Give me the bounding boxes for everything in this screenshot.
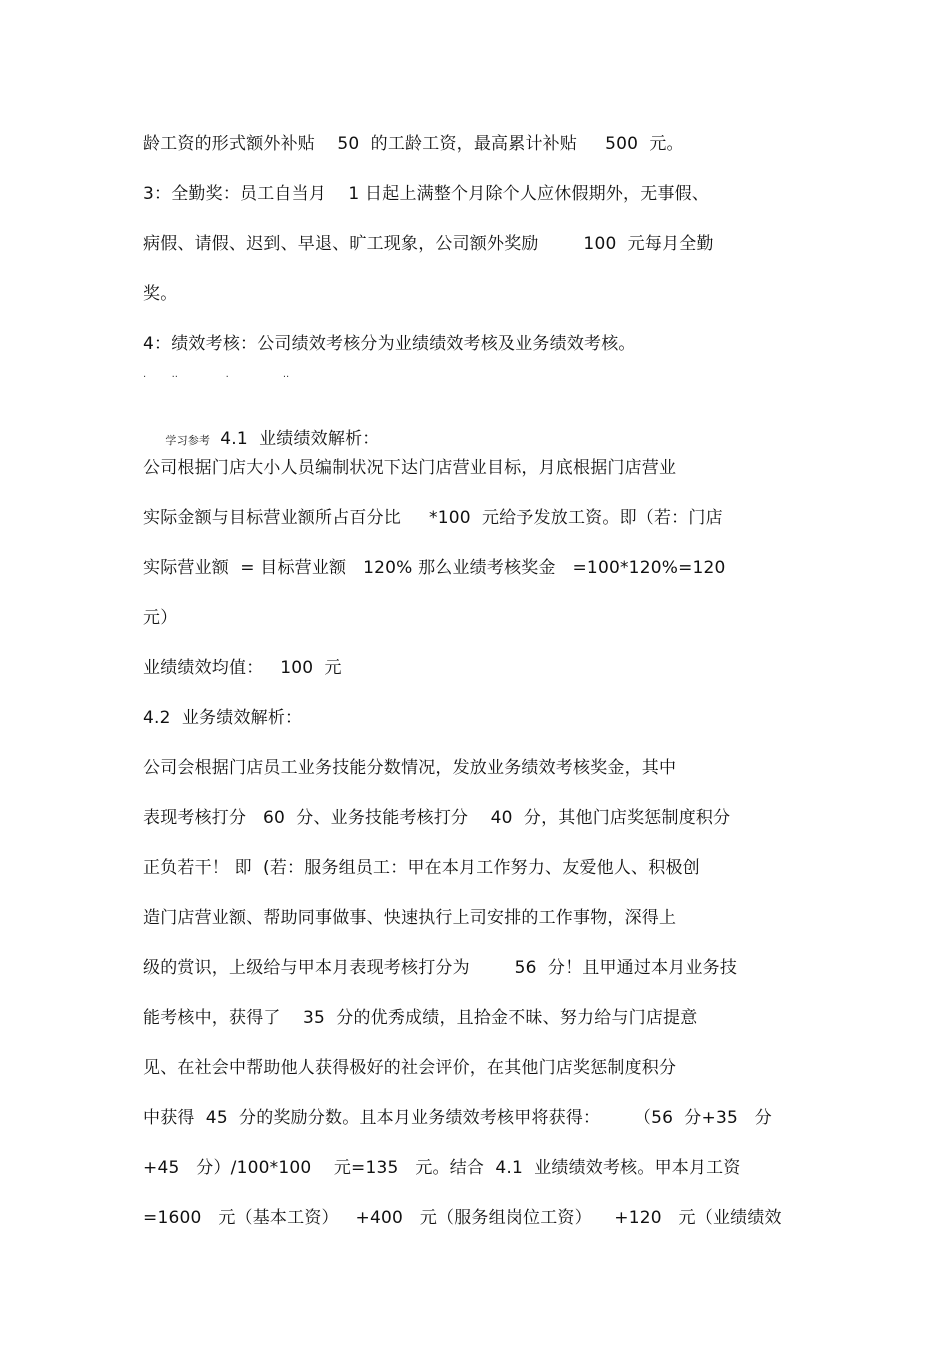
- small-label: 学习参考: [165, 434, 211, 447]
- text-line: 公司根据门店大小人员编制状况下达门店营业目标，月底根据门店营业: [143, 458, 677, 478]
- text-line: 4：绩效考核：公司绩效考核分为业绩绩效考核及业务绩效考核。: [143, 334, 636, 354]
- text-line: 龄工资的形式额外补贴 50 的工龄工资，最高累计补贴 500 元。: [143, 134, 684, 154]
- section-heading: 4.2 业务绩效解析：: [143, 708, 303, 728]
- text-line: =1600 元（基本工资） +400 元（服务组岗位工资） +120 元（业绩绩效: [143, 1208, 782, 1228]
- text-line: 能考核中，获得了 35 分的优秀成绩，且拾金不昧、努力给与门店提意: [143, 1008, 698, 1028]
- text-line: 见、在社会中帮助他人获得极好的社会评价，在其他门店奖惩制度积分: [143, 1058, 677, 1078]
- text-line: 造门店营业额、帮助同事做事、快速执行上司安排的工作事物，深得上: [143, 908, 677, 928]
- text-line: 奖。: [143, 284, 178, 304]
- text-line: 病假、请假、迟到、早退、旷工现象，公司额外奖励 100 元每月全勤: [143, 234, 714, 254]
- section-title: 4.1 业绩绩效解析：: [220, 429, 380, 449]
- text-line: 公司会根据门店员工业务技能分数情况，发放业务绩效考核奖金，其中: [143, 758, 677, 778]
- text-line: 3：全勤奖：员工自当月 1 日起上满整个月除个人应休假期外，无事假、: [143, 184, 710, 204]
- text-line: +45 分）/100*100 元=135 元。结合 4.1 业绩绩效考核。甲本月工资: [143, 1158, 741, 1178]
- text-line: 实际营业额 = 目标营业额 120% 那么业绩考核奖金 =100*120%=120: [143, 558, 726, 578]
- text-line: 级的赏识，上级给与甲本月表现考核打分为 56 分！且甲通过本月业务技: [143, 958, 738, 978]
- text-line: 业绩绩效均值： 100 元: [143, 658, 342, 678]
- text-line: 中获得 45 分的奖励分数。且本月业务绩效考核甲将获得： （56 分+35 分: [143, 1108, 772, 1128]
- text-line: 实际金额与目标营业额所占百分比 *100 元给予发放工资。即（若：门店: [143, 508, 723, 528]
- text-line: 表现考核打分 60 分、业务技能考核打分 40 分，其他门店奖惩制度积分: [143, 808, 731, 828]
- text-line: 元）: [143, 608, 178, 628]
- dot-separator: · ·· · ··: [143, 372, 290, 383]
- text-line: 正负若干！ 即 (若：服务组员工：甲在本月工作努力、友爱他人、积极创: [143, 858, 700, 878]
